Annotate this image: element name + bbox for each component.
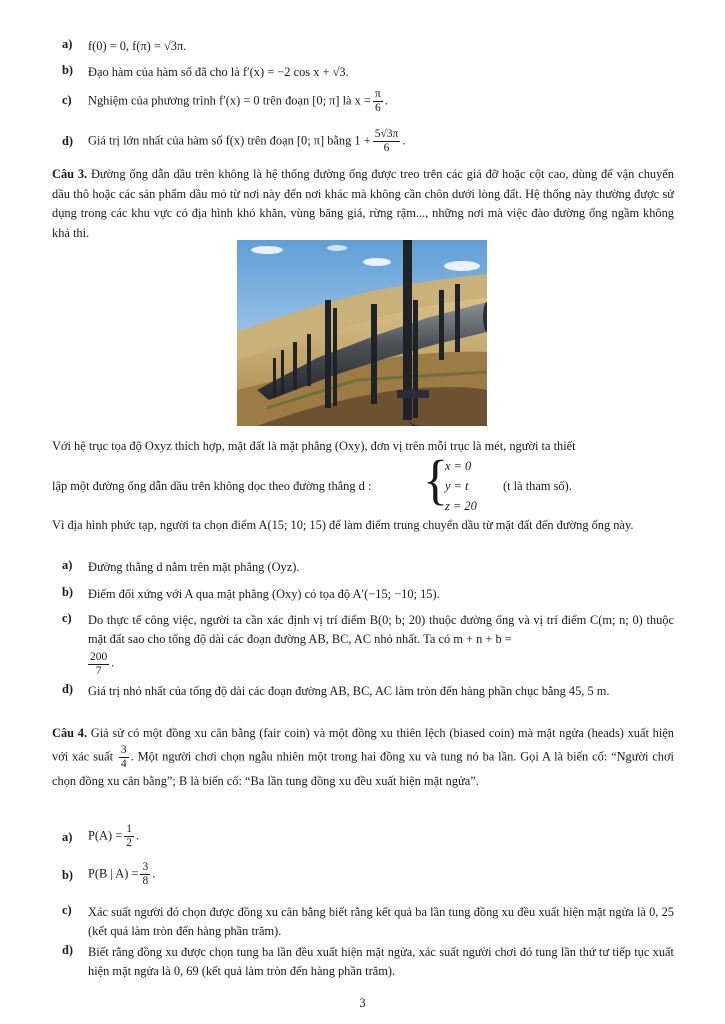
q4-intro-post: . Một người chơi chọn ngẫu nhiên một trong hai đồng xu và tung nó ba lần. Gọi A là biến cố: “Người chơi chọn đồng xu cân bằng”; B là biến cố: “Ba lần tung đồng xu đều xuất hiện mặt ngửa”.: [52, 749, 674, 788]
q3-item-text-b: Điểm đối xứng với A qua mặt phẳng (Oxy) có tọa độ A′(−15; −10; 15).: [88, 587, 440, 601]
q3-title: Câu 3.: [52, 167, 88, 181]
q3-intro: [52, 165, 674, 243]
q4-b-frac-num: 3: [142, 861, 149, 873]
q2-item-text-b: Đạo hàm của hàm số đã cho là f′(x) = −2 cos x + √3.: [88, 65, 349, 79]
q3-item-label-c: c): [62, 611, 72, 625]
q3-setup-line1: Với hệ trục tọa độ Oxyz thích hợp, mặt đất là mặt phẳng (Oxy), đơn vị trên mỗi trục là mét, người ta thiết: [52, 439, 576, 453]
system-brace: {: [423, 450, 448, 511]
q4-item-label-d: d): [62, 943, 74, 957]
q2-c-frac-num: π: [374, 88, 381, 100]
q3-intro-text: Đường ống dẫn dầu trên không là hệ thống đường ống được treo trên các giá đỡ hoặc cột cao, dùng để vận chuyển dầu thô hoặc các sản phẩm dầu mỏ từ nơi này đến nơi khác mà không cần chôn dưới lòng đất. Hệ thống này thường được sử dụng trong các khu vực có địa hình khó khăn, vùng băng giá, rừng rậm..., những nơi mà việc đào đường ống ngầm không khả thi.: [52, 167, 674, 240]
system-row-x: x = 0: [445, 459, 472, 473]
q3-item-label-b: b): [62, 585, 74, 599]
q3-param-note: (t là tham số).: [503, 479, 572, 493]
q2-d-text: Giá trị lớn nhất của hàm số f(x) trên đoạn [0; π] bằng 1 +: [88, 133, 371, 148]
q4-b-frac-den: 8: [142, 875, 149, 887]
q4-a-fraction: [124, 823, 134, 850]
q2-item-text-a: f(0) = 0, f(π) = √3π.: [88, 39, 187, 53]
q2-item-label-c: c): [62, 93, 72, 107]
q4-item-label-b: b): [62, 868, 74, 882]
q4-item-text-a: P(A) = $\frac{1}{2}$ .: [88, 823, 140, 849]
q3-setup-line2: lập một đường ống dẫn dầu trên không dọc theo đường thẳng d :: [52, 479, 372, 493]
q4-item-text-b: P(B | A) = $\frac{3}{8}$ .: [88, 861, 156, 887]
q3-choose-point: Vì địa hình phức tạp, người ta chọn điểm A(15; 10; 15) để làm điểm trung chuyển dầu từ mặt đất đến đường ống này.: [52, 518, 634, 532]
pipeline-illustration: [237, 240, 487, 426]
q4-a-frac-num: 1: [126, 823, 132, 835]
q2-item-text-d: [88, 128, 405, 155]
q2-item-text-c: [88, 88, 388, 115]
q4-title: Câu 4.: [52, 726, 88, 740]
q3-item-label-a: a): [62, 558, 73, 572]
system-row-y: y = t: [445, 479, 469, 493]
q4-intro: [52, 723, 674, 792]
q2-item-label-d: d): [62, 134, 74, 148]
q4-b-fraction: [140, 861, 150, 888]
q4-item-label-a: a): [62, 830, 73, 844]
q4-a-text: P(A) =: [88, 828, 123, 843]
q3-item-text-a: Đường thẳng d nằm trên mặt phẳng (Oyz).: [88, 560, 300, 574]
q2-c-text: Nghiệm của phương trình f′(x) = 0 trên đoạn [0; π] là x =: [88, 93, 371, 108]
system-row-z: z = 20: [445, 499, 477, 513]
q2-d-post: .: [402, 133, 406, 148]
q4-prob-fraction: [119, 744, 129, 771]
q2-d-fraction: [373, 128, 401, 155]
q2-item-label-b: b): [62, 63, 74, 77]
q4-prob-den: 4: [120, 758, 127, 770]
q2-c-fraction: [373, 88, 383, 115]
q2-item-label-a: a): [62, 37, 73, 51]
q3-c-frac-num: 200: [90, 651, 108, 663]
q4-item-text-c: Xác suất người đó chọn được đồng xu cân bằng biết rằng kết quả ba lần tung đồng xu đều xuất hiện mặt ngửa là 0, 25 (kết quả làm tròn đến hàng phần trăm).: [88, 905, 674, 938]
q4-intro-pre: Giả sử có một đồng xu cân bằng (fair coin) và một đồng xu thiên lệch (biased coin) mà mặt ngửa (heads) xuất hiện với xác suất: [52, 726, 674, 764]
q3-item-text-d: Giá trị nhỏ nhất của tổng độ dài các đoạn đường AB, BC, AC làm tròn đến hàng phần chục bằng 45, 5 m.: [88, 684, 610, 698]
q3-c-frac-den: 7: [95, 665, 102, 677]
q3-item-text-c: Do thực tế công việc, người ta cần xác định vị trí điểm B(0; b; 20) thuộc đường ống và vị trí điểm C(m; n; 0) thuộc mặt đất sao cho tổng độ dài các đoạn đường AB, BC, AC nhỏ nhất. Ta có m + n + b = $\frac{200}{7}$ .: [88, 613, 674, 677]
q4-item-text-d: Biết rằng đồng xu được chọn tung ba lần đều xuất hiện mặt ngửa, xác suất người chơi đó tung lần thứ tư tiếp tục xuất hiện mặt ngửa là 0, 69 (kết quả làm tròn đến hàng phần trăm).: [88, 945, 674, 978]
q3-c-fraction: [88, 651, 109, 678]
q4-a-frac-den: 2: [126, 837, 132, 849]
q2-d-frac-num: 5√3π: [374, 128, 399, 140]
q3-c-text: Do thực tế công việc, người ta cần xác định vị trí điểm B(0; b; 20) thuộc đường ống và vị trí điểm C(m; n; 0) thuộc mặt đất sao cho tổng độ dài các đoạn đường AB, BC, AC nhỏ nhất. Ta có m + n + b =: [88, 613, 674, 646]
q4-prob-num: 3: [120, 744, 127, 756]
q2-c-frac-den: 6: [374, 102, 381, 114]
q4-b-text: P(B | A) =: [88, 866, 139, 881]
page-number: 3: [359, 996, 366, 1010]
q2-d-frac-den: 6: [383, 142, 390, 154]
q2-c-post: .: [384, 93, 388, 108]
q4-item-label-c: c): [62, 903, 72, 917]
q3-item-label-d: d): [62, 682, 74, 696]
